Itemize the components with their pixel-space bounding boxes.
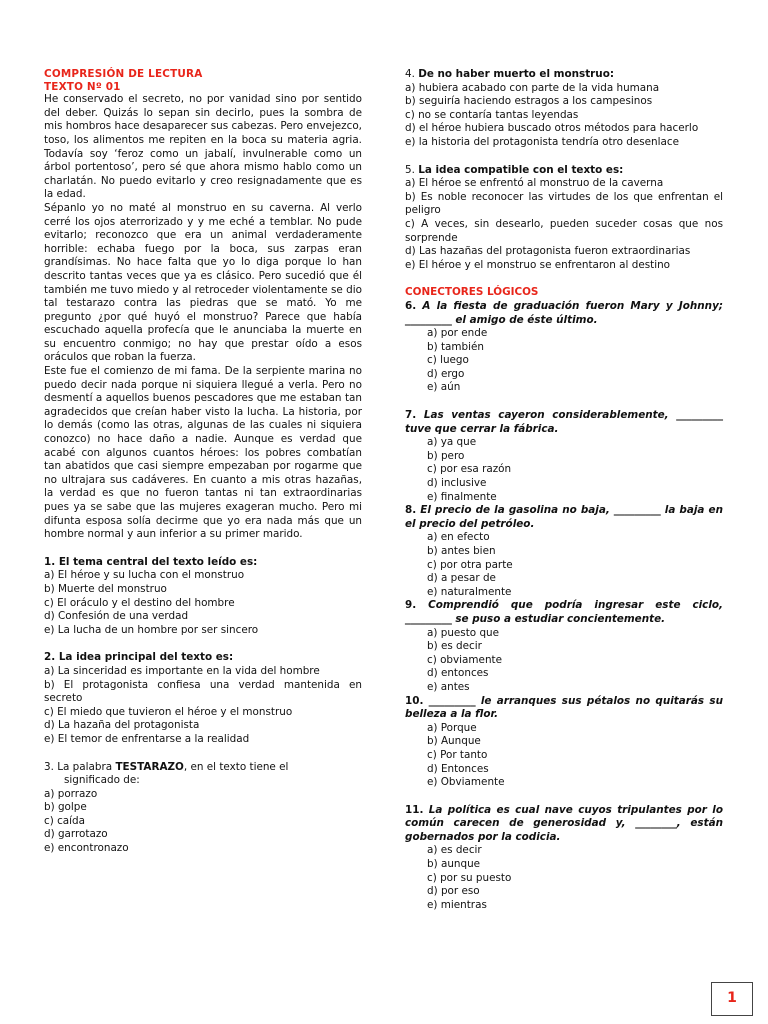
option: c) A veces, sin desearlo, pueden suceder cosas que nos sorprende — [405, 217, 723, 244]
question-text-rest: , en el texto tiene el — [183, 760, 289, 773]
question-6 — [405, 300, 723, 395]
option: d) el héroe hubiera buscado otros métodos para hacerlo — [405, 122, 699, 135]
option: b) Muerte del monstruo — [44, 582, 167, 595]
option: a) por ende — [427, 327, 488, 340]
question-9 — [405, 599, 723, 694]
option: a) Porque — [427, 721, 477, 734]
option: a) es decir — [427, 844, 482, 857]
option: a) La sinceridad es importante en la vida del hombre — [44, 664, 320, 677]
question-keyword: TESTARAZO — [115, 760, 184, 773]
question-text: El precio de la gasolina no baja, _________ la baja en el precio del petróleo. — [405, 504, 723, 530]
question-4-heading — [405, 68, 723, 82]
option: c) luego — [427, 354, 469, 367]
question-3-heading — [44, 761, 362, 775]
option: e) finalmente — [427, 490, 497, 503]
option: d) ergo — [427, 367, 465, 380]
question-9-heading — [405, 599, 723, 626]
question-text: De no haber muerto el monstruo: — [418, 68, 614, 80]
question-3-continuation: significado de: — [64, 774, 140, 787]
option: e) naturalmente — [427, 585, 512, 598]
option: a) hubiera acabado con parte de la vida humana — [405, 81, 660, 94]
option: c) por otra parte — [427, 558, 513, 571]
question-4 — [405, 68, 723, 150]
option: a) en efecto — [427, 531, 490, 544]
option: b) golpe — [44, 801, 87, 814]
question-11 — [405, 804, 723, 913]
question-text: La idea principal del texto es: — [58, 651, 234, 664]
question-6-heading — [405, 300, 723, 327]
option: d) Confesión de una verdad — [44, 610, 189, 623]
question-5-heading — [405, 164, 723, 178]
option: e) la historia del protagonista tendría otro desenlace — [405, 135, 680, 148]
right-column — [405, 68, 723, 912]
option: b) El protagonista confiesa una verdad mantenida en secreto — [44, 678, 362, 705]
option: e) mientras — [427, 898, 487, 911]
option: d) La hazaña del protagonista — [44, 719, 200, 732]
option: d) por eso — [427, 885, 480, 898]
question-5 — [405, 164, 723, 273]
page-number-box — [711, 982, 753, 1016]
question-10-heading — [405, 695, 723, 722]
option: d) a pesar de — [427, 572, 496, 585]
question-number: 2. — [44, 651, 56, 664]
option: c) El miedo que tuvieron el héroe y el monstruo — [44, 705, 293, 718]
option: e) antes — [427, 680, 470, 693]
option: a) puesto que — [427, 626, 500, 639]
option: a) ya que — [427, 436, 477, 449]
option: d) entonces — [427, 667, 489, 680]
page-number: 1 — [727, 990, 737, 1007]
question-text: Las ventas cayeron considerablemente, _________ tuve que cerrar la fábrica. — [405, 409, 723, 435]
question-7-heading — [405, 409, 723, 436]
option: c) obviamente — [427, 653, 502, 666]
option: a) porrazo — [44, 787, 98, 800]
option: e) aún — [427, 381, 461, 394]
option: b) Aunque — [427, 735, 481, 748]
left-column — [44, 68, 362, 856]
option: a) El héroe se enfrentó al monstruo de la caverna — [405, 177, 664, 190]
option: d) garrotazo — [44, 828, 108, 841]
option: c) por esa razón — [427, 463, 512, 476]
question-number: 7. — [405, 409, 417, 422]
option: d) Entonces — [427, 762, 489, 775]
question-3 — [44, 761, 362, 856]
option: c) El oráculo y el destino del hombre — [44, 596, 235, 609]
option: c) por su puesto — [427, 871, 512, 884]
option: b) seguiría haciendo estragos a los campesinos — [405, 95, 653, 108]
option: e) Obviamente — [427, 776, 505, 789]
question-8 — [405, 504, 723, 599]
reading-paragraph-1: He conservado el secreto, no por vanidad sino por sentido del deber. Quizás lo sepan sin decirlo, pues la sombra de mis hombros hace desaparecer sus cabezas. Pero envejezco, toso, los alimentos me repiten en la boca su materia agria. Todavía soy ‘feroz como un jabalí, invulnerable como un árbol portentoso’, pero sé que ahora mismo hablo como un charlatán. No puedo evitarlo y creo resignadamente que es la edad. — [44, 93, 362, 201]
question-number: 4. — [405, 68, 415, 80]
option: e) El héroe y el monstruo se enfrentaron al destino — [405, 258, 671, 271]
option: d) inclusive — [427, 477, 487, 490]
reading-paragraph-3: Este fue el comienzo de mi fama. De la serpiente marina no puedo decir nada porque ni siquiera llegué a verla. Pero no desmentí a aquellos buenos pescadores que me estaban tan agradecidos que creían haber visto la lucha. La historia, por lo demás (como las otras, algunas de las cuales ni siquiera conozco) no hace daño a nadie. Aunque es verdad que acabé con algunos cuantos héroes: los pobres combatían tan abatidos que casi siempre empezaban por rogarme que no ultrajara sus cadáveres. En cuanto a mis otras hazañas, la verdad es que no fueron tantas ni tan extraordinarias pues ya se sabe que las mujeres exageran mucho. Pero mi difunta esposa solía decirme que yo era nada más que un hombre normal y aun inferior a su primer marido. — [44, 365, 362, 541]
question-text: La idea compatible con el texto es: — [418, 163, 624, 176]
reading-paragraph-2: Sépanlo yo no maté al monstruo en su caverna. Al verlo cerré los ojos aterrorizado y y me eché a temblar. No pude evitarlo; reconozco que era un animal verdaderamente horrible: echaba fuego por la boca, sus zarpas eran grandísimas. No hace falta que yo lo diga porque lo han descrito tantas veces que ya es clásico. Pero sucedió que él también me tuvo miedo y al retroceder violentamente se dio tal testarazo contra las piedras que se mató. Yo me pregunto ¿por qué huyó el monstruo? Parece que había escuchado aquella profecía que le anunciaba la muerte en su encuentro conmigo; no hay que prestar oído a esos oráculos que roban la fuerza. — [44, 201, 362, 364]
question-number: 10. — [405, 694, 424, 707]
question-number: 8. — [405, 504, 417, 517]
question-10 — [405, 695, 723, 790]
question-number: 6. — [405, 299, 417, 312]
option: b) Es noble reconocer las virtudes de los que enfrentan el peligro — [405, 190, 723, 217]
question-7 — [405, 409, 723, 504]
option: c) caída — [44, 814, 85, 827]
option: e) El temor de enfrentarse a la realidad — [44, 732, 250, 745]
option: b) pero — [427, 449, 465, 462]
option: e) encontronazo — [44, 842, 129, 855]
option: b) antes bien — [427, 545, 496, 557]
question-number: 5. — [405, 163, 415, 176]
question-number: 9. — [405, 599, 417, 612]
question-2 — [44, 651, 362, 746]
question-text: A la fiesta de graduación fueron Mary y Johnny; _________ el amigo de éste último. — [405, 299, 723, 326]
question-1-heading — [44, 556, 362, 570]
question-text: _________ le arranques sus pétalos no quitarás su belleza a la flor. — [405, 694, 723, 721]
section-title-reading: COMPRESIÓN DE LECTURA — [44, 68, 203, 80]
option: d) Las hazañas del protagonista fueron extraordinarias — [405, 245, 691, 258]
section-title-connectors: CONECTORES LÓGICOS — [405, 286, 539, 299]
question-8-heading — [405, 504, 723, 531]
question-text: La política es cual nave cuyos tripulantes por lo común carecen de generosidad y, ________, están gobernados por la codicia. — [405, 803, 723, 843]
option: c) Por tanto — [427, 748, 488, 761]
option: b) también — [427, 340, 484, 353]
text-number-title: TEXTO Nº 01 — [44, 80, 121, 93]
question-text: El tema central del texto leído es: — [58, 555, 258, 568]
question-1 — [44, 556, 362, 638]
option: b) es decir — [427, 640, 482, 653]
option: b) aunque — [427, 858, 481, 871]
question-number: 11. — [405, 803, 424, 816]
question-2-heading — [44, 651, 362, 665]
question-text: Comprendió que podría ingresar este ciclo, _________ se puso a estudiar concientemente. — [405, 599, 723, 625]
option: a) El héroe y su lucha con el monstruo — [44, 569, 245, 582]
option: c) no se contaría tantas leyendas — [405, 108, 579, 121]
question-number: 1. — [44, 555, 56, 568]
question-11-heading — [405, 804, 723, 845]
option: e) La lucha de un hombre por ser sincero — [44, 623, 259, 636]
question-text: 3. La palabra — [44, 760, 113, 773]
